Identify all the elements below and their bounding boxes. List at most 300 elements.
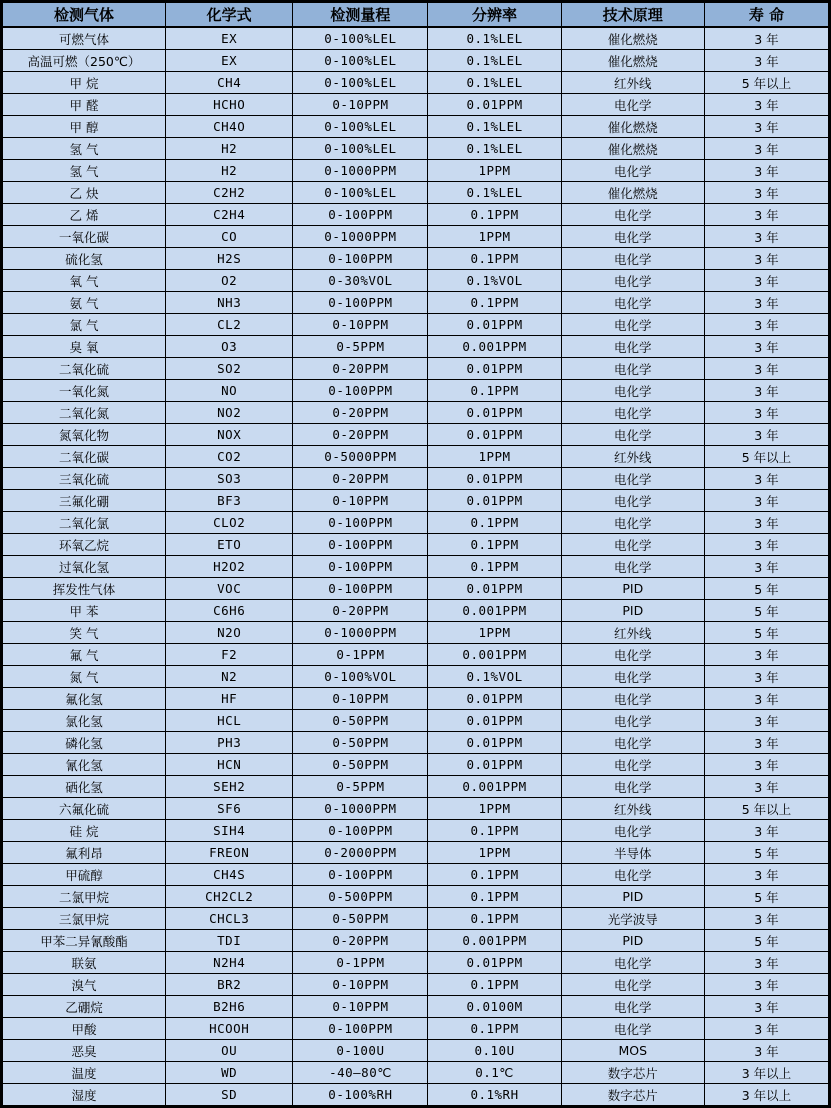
table-row [2,512,830,534]
cell-resolution: 0.1PPM [428,380,561,402]
cell-principle: 电化学 [561,336,704,358]
header-row [2,2,830,28]
cell-range: 0-5PPM [293,336,428,358]
cell-range: 0-100PPM [293,820,428,842]
cell-lifespan: 3 年 [704,358,829,380]
table-row [2,314,830,336]
cell-lifespan: 3 年 [704,50,829,72]
cell-range: 0-30%VOL [293,270,428,292]
cell-range: 0-50PPM [293,732,428,754]
cell-resolution: 0.1%LEL [428,27,561,50]
cell-gas: 氰化氢 [2,754,166,776]
cell-principle: 光学波导 [561,908,704,930]
cell-gas: 温度 [2,1062,166,1084]
cell-resolution: 0.1%LEL [428,72,561,94]
table-row [2,446,830,468]
cell-lifespan: 3 年 [704,490,829,512]
cell-resolution: 0.001PPM [428,336,561,358]
cell-resolution: 0.001PPM [428,600,561,622]
cell-gas: 笑 气 [2,622,166,644]
cell-resolution: 0.001PPM [428,776,561,798]
cell-principle: 电化学 [561,402,704,424]
cell-principle: 电化学 [561,688,704,710]
cell-principle: 电化学 [561,468,704,490]
table-row [2,50,830,72]
cell-principle: 电化学 [561,204,704,226]
cell-lifespan: 3 年以上 [704,1062,829,1084]
cell-gas: 六氟化硫 [2,798,166,820]
cell-gas: 甲硫醇 [2,864,166,886]
cell-gas: 二氧化氯 [2,512,166,534]
cell-lifespan: 5 年 [704,842,829,864]
cell-resolution: 0.1PPM [428,248,561,270]
cell-lifespan: 3 年 [704,1018,829,1040]
cell-lifespan: 3 年 [704,468,829,490]
cell-lifespan: 3 年 [704,380,829,402]
cell-formula: HF [165,688,293,710]
cell-formula: SEH2 [165,776,293,798]
table-row [2,820,830,842]
table-row [2,754,830,776]
cell-range: 0-100%RH [293,1084,428,1107]
table-row [2,974,830,996]
column-header-gas: 检测气体 [2,2,166,28]
table-row [2,160,830,182]
cell-formula: CH4O [165,116,293,138]
cell-lifespan: 3 年 [704,776,829,798]
cell-formula: O3 [165,336,293,358]
cell-resolution: 0.1PPM [428,908,561,930]
cell-formula: NH3 [165,292,293,314]
cell-resolution: 0.1PPM [428,512,561,534]
cell-resolution: 0.1PPM [428,204,561,226]
cell-principle: 电化学 [561,358,704,380]
cell-lifespan: 3 年 [704,27,829,50]
table-row [2,842,830,864]
cell-range: 0-100PPM [293,248,428,270]
cell-gas: 一氧化氮 [2,380,166,402]
cell-principle: 电化学 [561,820,704,842]
cell-formula: PH3 [165,732,293,754]
cell-range: 0-10PPM [293,490,428,512]
cell-principle: 电化学 [561,776,704,798]
table-row [2,578,830,600]
cell-lifespan: 5 年 [704,600,829,622]
cell-lifespan: 3 年 [704,952,829,974]
cell-formula: SF6 [165,798,293,820]
table-row [2,1084,830,1107]
cell-resolution: 0.001PPM [428,930,561,952]
table-row [2,336,830,358]
cell-resolution: 0.1PPM [428,886,561,908]
cell-principle: 电化学 [561,270,704,292]
cell-range: 0-1000PPM [293,798,428,820]
cell-range: 0-10PPM [293,974,428,996]
cell-gas: 三氧化硫 [2,468,166,490]
table-row [2,952,830,974]
cell-range: 0-100PPM [293,292,428,314]
cell-range: 0-100%LEL [293,50,428,72]
cell-formula: B2H6 [165,996,293,1018]
cell-formula: F2 [165,644,293,666]
cell-lifespan: 3 年 [704,160,829,182]
cell-resolution: 0.01PPM [428,578,561,600]
cell-principle: 电化学 [561,666,704,688]
cell-range: 0-500PPM [293,886,428,908]
table-header [2,2,830,28]
cell-principle: 电化学 [561,490,704,512]
cell-resolution: 1PPM [428,226,561,248]
cell-resolution: 0.1PPM [428,820,561,842]
cell-principle: 电化学 [561,380,704,402]
cell-lifespan: 3 年 [704,512,829,534]
cell-range: 0-100%LEL [293,116,428,138]
cell-gas: 环氧乙烷 [2,534,166,556]
cell-gas: 三氯甲烷 [2,908,166,930]
cell-gas: 二氧化硫 [2,358,166,380]
cell-range: 0-100PPM [293,1018,428,1040]
cell-formula: BR2 [165,974,293,996]
cell-principle: 电化学 [561,974,704,996]
cell-range: 0-20PPM [293,358,428,380]
table-row [2,996,830,1018]
cell-lifespan: 3 年 [704,314,829,336]
cell-principle: 电化学 [561,314,704,336]
cell-resolution: 0.01PPM [428,358,561,380]
table-row [2,292,830,314]
cell-gas: 可燃气体 [2,27,166,50]
cell-gas: 氟化氢 [2,688,166,710]
cell-gas: 二氯甲烷 [2,886,166,908]
cell-lifespan: 3 年 [704,908,829,930]
cell-principle: 半导体 [561,842,704,864]
cell-range: 0-2000PPM [293,842,428,864]
cell-lifespan: 5 年以上 [704,798,829,820]
cell-range: 0-10PPM [293,688,428,710]
table-row [2,644,830,666]
cell-range: 0-100PPM [293,380,428,402]
cell-formula: SIH4 [165,820,293,842]
table-body [2,27,830,1107]
cell-principle: 红外线 [561,72,704,94]
cell-resolution: 1PPM [428,160,561,182]
cell-formula: CH2CL2 [165,886,293,908]
table-row [2,732,830,754]
cell-gas: 乙 炔 [2,182,166,204]
cell-formula: N2O [165,622,293,644]
cell-lifespan: 5 年 [704,622,829,644]
cell-principle: PID [561,578,704,600]
table-row [2,226,830,248]
cell-resolution: 0.1℃ [428,1062,561,1084]
cell-formula: CH4 [165,72,293,94]
cell-principle: 催化燃烧 [561,50,704,72]
cell-gas: 臭 氧 [2,336,166,358]
table-row [2,534,830,556]
cell-gas: 甲 烷 [2,72,166,94]
cell-resolution: 0.1%LEL [428,50,561,72]
cell-principle: 电化学 [561,94,704,116]
cell-lifespan: 3 年 [704,688,829,710]
cell-principle: 电化学 [561,534,704,556]
cell-range: 0-100%LEL [293,182,428,204]
cell-lifespan: 5 年以上 [704,446,829,468]
cell-range: 0-100%LEL [293,138,428,160]
cell-formula: N2H4 [165,952,293,974]
cell-lifespan: 3 年 [704,996,829,1018]
cell-lifespan: 3 年 [704,182,829,204]
table-row [2,776,830,798]
cell-lifespan: 3 年 [704,644,829,666]
cell-resolution: 0.01PPM [428,754,561,776]
cell-principle: 电化学 [561,864,704,886]
cell-formula: EX [165,50,293,72]
cell-resolution: 0.1%VOL [428,666,561,688]
cell-formula: NOX [165,424,293,446]
cell-gas: 乙 烯 [2,204,166,226]
cell-resolution: 0.01PPM [428,314,561,336]
cell-resolution: 0.1PPM [428,1018,561,1040]
table-row [2,490,830,512]
cell-formula: OU [165,1040,293,1062]
cell-lifespan: 3 年 [704,248,829,270]
cell-principle: 电化学 [561,160,704,182]
cell-lifespan: 3 年 [704,666,829,688]
cell-resolution: 0.01PPM [428,952,561,974]
cell-principle: 电化学 [561,996,704,1018]
cell-gas: 二氧化碳 [2,446,166,468]
cell-gas: 硒化氢 [2,776,166,798]
cell-lifespan: 3 年 [704,820,829,842]
cell-formula: TDI [165,930,293,952]
cell-range: 0-10PPM [293,94,428,116]
cell-principle: 电化学 [561,952,704,974]
cell-resolution: 0.01PPM [428,710,561,732]
cell-resolution: 1PPM [428,622,561,644]
cell-gas: 氨 气 [2,292,166,314]
cell-gas: 二氧化氮 [2,402,166,424]
cell-principle: PID [561,930,704,952]
cell-resolution: 0.01PPM [428,468,561,490]
cell-resolution: 0.1%RH [428,1084,561,1107]
cell-formula: H2 [165,138,293,160]
cell-principle: PID [561,886,704,908]
table-row [2,204,830,226]
cell-resolution: 1PPM [428,446,561,468]
cell-formula: FREON [165,842,293,864]
cell-resolution: 0.10U [428,1040,561,1062]
cell-gas: 一氧化碳 [2,226,166,248]
cell-gas: 氟 气 [2,644,166,666]
cell-range: 0-1000PPM [293,160,428,182]
column-header-resolution: 分辨率 [428,2,561,28]
cell-principle: 催化燃烧 [561,182,704,204]
cell-resolution: 0.01PPM [428,732,561,754]
cell-formula: C2H2 [165,182,293,204]
cell-lifespan: 3 年 [704,138,829,160]
cell-range: 0-10PPM [293,996,428,1018]
cell-gas: 甲 苯 [2,600,166,622]
cell-range: 0-100U [293,1040,428,1062]
cell-principle: 电化学 [561,424,704,446]
table-row [2,864,830,886]
table-row [2,270,830,292]
cell-lifespan: 5 年 [704,886,829,908]
cell-principle: 电化学 [561,644,704,666]
cell-formula: VOC [165,578,293,600]
table-row [2,688,830,710]
cell-resolution: 0.01PPM [428,688,561,710]
cell-range: 0-20PPM [293,424,428,446]
cell-principle: 红外线 [561,446,704,468]
table-row [2,600,830,622]
cell-formula: EX [165,27,293,50]
cell-principle: 红外线 [561,622,704,644]
cell-formula: HCOOH [165,1018,293,1040]
cell-principle: 数字芯片 [561,1084,704,1107]
table-row [2,248,830,270]
cell-lifespan: 5 年 [704,578,829,600]
cell-range: 0-1PPM [293,644,428,666]
table-row [2,666,830,688]
cell-principle: 电化学 [561,512,704,534]
cell-range: 0-100%LEL [293,27,428,50]
cell-gas: 甲 醇 [2,116,166,138]
cell-principle: 催化燃烧 [561,138,704,160]
cell-gas: 联氨 [2,952,166,974]
cell-resolution: 0.01PPM [428,424,561,446]
table-row [2,1018,830,1040]
cell-resolution: 0.1%LEL [428,182,561,204]
table-row [2,138,830,160]
cell-range: 0-100PPM [293,204,428,226]
cell-lifespan: 3 年 [704,336,829,358]
cell-lifespan: 3 年 [704,974,829,996]
cell-gas: 氟利昂 [2,842,166,864]
table-row [2,116,830,138]
cell-principle: 电化学 [561,292,704,314]
cell-lifespan: 3 年 [704,226,829,248]
cell-gas: 甲苯二异氰酸酯 [2,930,166,952]
cell-principle: 红外线 [561,798,704,820]
cell-formula: BF3 [165,490,293,512]
cell-range: 0-50PPM [293,908,428,930]
cell-gas: 三氟化硼 [2,490,166,512]
cell-lifespan: 3 年 [704,732,829,754]
table-row [2,424,830,446]
column-header-lifespan: 寿 命 [704,2,829,28]
cell-gas: 氮 气 [2,666,166,688]
cell-lifespan: 3 年以上 [704,1084,829,1107]
cell-lifespan: 3 年 [704,754,829,776]
cell-formula: CO2 [165,446,293,468]
cell-gas: 溴气 [2,974,166,996]
table-row [2,886,830,908]
cell-principle: 催化燃烧 [561,27,704,50]
cell-lifespan: 3 年 [704,292,829,314]
cell-range: 0-100PPM [293,556,428,578]
cell-formula: HCN [165,754,293,776]
cell-gas: 过氧化氢 [2,556,166,578]
cell-principle: 电化学 [561,1018,704,1040]
table-row [2,930,830,952]
table-row [2,380,830,402]
cell-gas: 恶臭 [2,1040,166,1062]
table-row [2,908,830,930]
cell-resolution: 0.1PPM [428,864,561,886]
cell-principle: 电化学 [561,556,704,578]
column-header-formula: 化学式 [165,2,293,28]
cell-formula: C6H6 [165,600,293,622]
cell-gas: 甲酸 [2,1018,166,1040]
table-row [2,358,830,380]
cell-range: 0-5PPM [293,776,428,798]
table-row [2,710,830,732]
cell-range: 0-20PPM [293,930,428,952]
cell-resolution: 0.1PPM [428,292,561,314]
cell-resolution: 0.0100M [428,996,561,1018]
cell-gas: 硫化氢 [2,248,166,270]
cell-resolution: 0.1PPM [428,556,561,578]
cell-range: 0-1PPM [293,952,428,974]
cell-formula: CL2 [165,314,293,336]
cell-range: 0-10PPM [293,314,428,336]
cell-gas: 高温可燃（250℃） [2,50,166,72]
cell-lifespan: 3 年 [704,864,829,886]
cell-principle: PID [561,600,704,622]
cell-formula: SO2 [165,358,293,380]
cell-resolution: 0.1PPM [428,974,561,996]
cell-gas: 硅 烷 [2,820,166,842]
cell-formula: CO [165,226,293,248]
cell-formula: ETO [165,534,293,556]
cell-gas: 氯化氢 [2,710,166,732]
cell-gas: 氢 气 [2,138,166,160]
cell-resolution: 0.1PPM [428,534,561,556]
cell-lifespan: 5 年 [704,930,829,952]
cell-principle: 数字芯片 [561,1062,704,1084]
cell-formula: SD [165,1084,293,1107]
table-row [2,1040,830,1062]
cell-gas: 氮氧化物 [2,424,166,446]
cell-resolution: 1PPM [428,842,561,864]
cell-range: 0-100%LEL [293,72,428,94]
cell-gas: 氯 气 [2,314,166,336]
cell-lifespan: 3 年 [704,402,829,424]
cell-formula: WD [165,1062,293,1084]
cell-principle: 电化学 [561,248,704,270]
cell-resolution: 0.01PPM [428,490,561,512]
cell-resolution: 1PPM [428,798,561,820]
cell-gas: 乙硼烷 [2,996,166,1018]
cell-range: 0-1000PPM [293,226,428,248]
cell-lifespan: 3 年 [704,534,829,556]
cell-range: 0-20PPM [293,468,428,490]
table-row [2,556,830,578]
cell-resolution: 0.1%VOL [428,270,561,292]
cell-formula: H2O2 [165,556,293,578]
cell-range: 0-100PPM [293,534,428,556]
cell-lifespan: 3 年 [704,1040,829,1062]
cell-range: 0-20PPM [293,402,428,424]
cell-gas: 挥发性气体 [2,578,166,600]
cell-range: 0-20PPM [293,600,428,622]
cell-resolution: 0.01PPM [428,402,561,424]
cell-range: 0-1000PPM [293,622,428,644]
table-row [2,622,830,644]
table-row [2,182,830,204]
cell-gas: 湿度 [2,1084,166,1107]
